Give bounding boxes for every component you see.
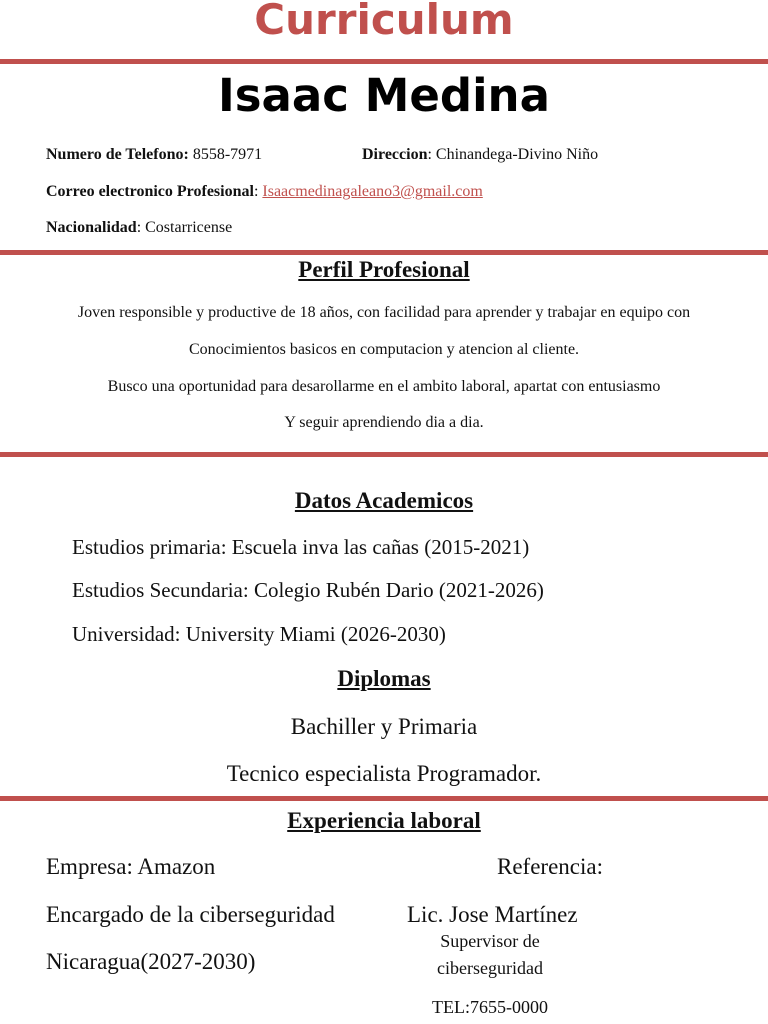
email-link[interactable]: Isaacmedinagaleano3@gmail.com [262,183,483,200]
phone-line [46,145,262,165]
profile-line-2: Conocimientos basicos en computacion y atencion al cliente. [188,341,580,358]
reference-title-line-1: Supervisor de [440,931,540,951]
profile-line-4: Y seguir aprendiendo dia a dia. [284,414,484,431]
academic-item-primary: Estudios primaria: Escuela inva las cañas (2015-2021) [72,535,530,559]
nationality-value: : Costarricense [136,219,233,236]
nationality-label: Nacionalidad [46,219,137,236]
diplomas-heading: Diplomas [337,666,431,691]
address-value: : Chinandega-Divino Niño [427,146,599,163]
divider [0,796,768,801]
reference-phone: TEL:7655-0000 [432,997,548,1017]
divider [0,452,768,457]
phone-label: Numero de Telefono: [46,146,189,163]
phone-value: 8558-7971 [192,146,263,163]
address-line [362,145,598,165]
academic-heading: Datos Academicos [294,488,474,513]
profile-line-3: Busco una oportunidad para desarollarme en el ambito laboral, apartat con entusiasmo [107,378,661,395]
address-label: Direccion [362,146,428,163]
email-line [46,182,483,202]
academic-item-university: Universidad: University Miami (2026-2030) [72,622,446,646]
email-label: Correo electronico Profesional [46,183,254,200]
profile-heading: Perfil Profesional [298,257,470,282]
experience-heading: Experiencia laboral [287,808,481,833]
reference-name: Lic. Jose Martínez [407,902,578,927]
reference-title-line-2: ciberseguridad [437,958,543,978]
diploma-item-1: Bachiller y Primaria [290,714,478,739]
experience-company: Empresa: Amazon [46,854,216,879]
divider [0,59,768,64]
academic-item-secondary: Estudios Secundaria: Colegio Rubén Dario (2021-2026) [72,578,544,602]
document-title: Curriculum [254,0,514,44]
experience-role: Encargado de la ciberseguridad [46,902,335,927]
email-separator: : [253,183,263,200]
reference-label: Referencia: [497,854,603,879]
person-name: Isaac Medina [218,69,550,122]
profile-line-1: Joven responsible y productive de 18 años, con facilidad para aprender y trabajar en equipo con [77,304,691,321]
experience-location-period: Nicaragua(2027-2030) [46,949,256,974]
divider [0,250,768,255]
nationality-line [46,218,232,238]
diploma-item-2: Tecnico especialista Programador. [226,761,542,786]
